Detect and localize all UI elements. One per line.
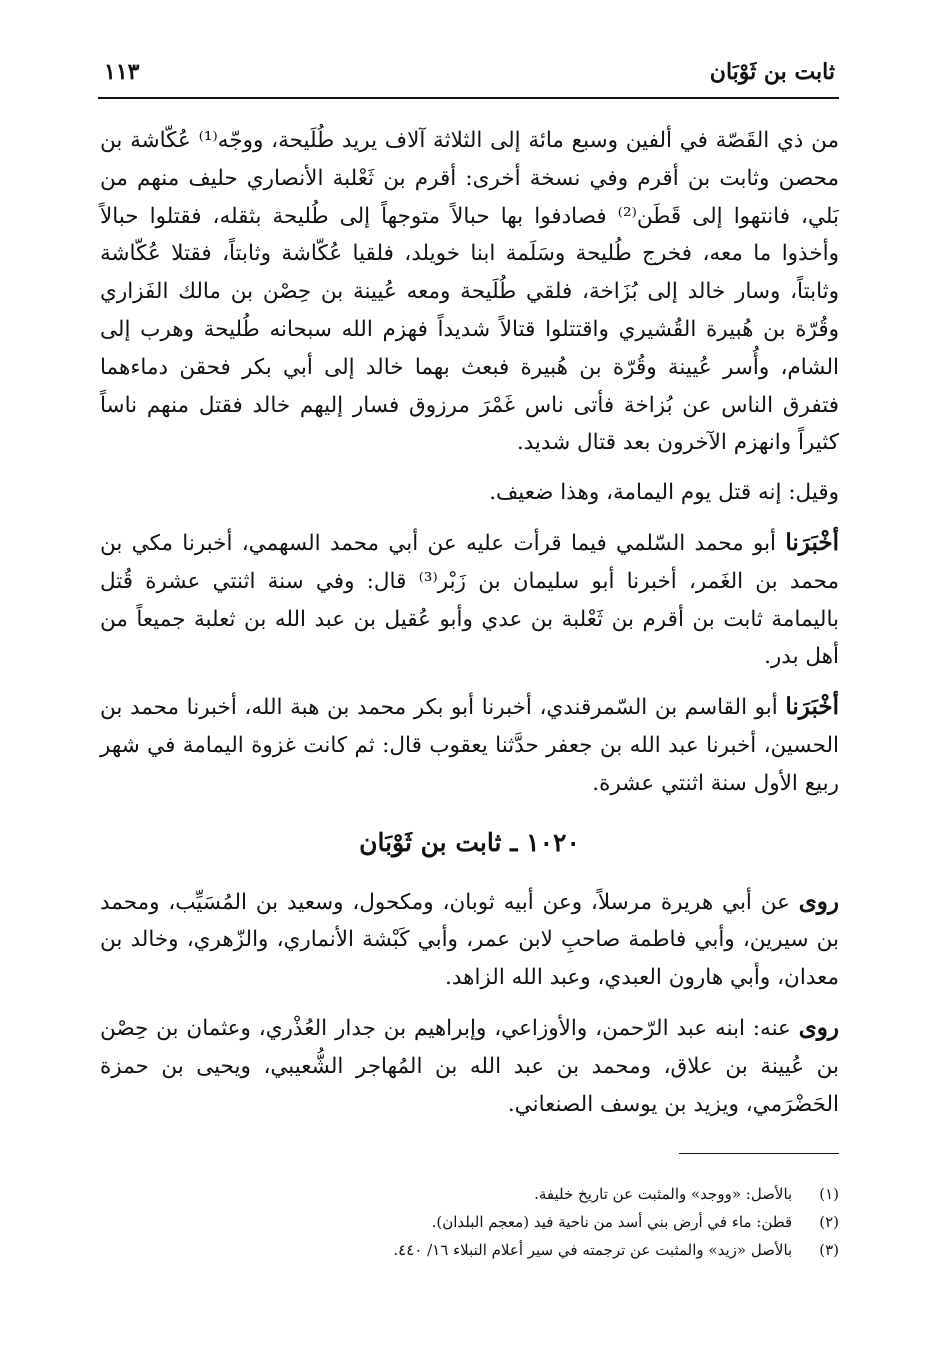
footnote-1-number: (١) xyxy=(819,1185,839,1203)
paragraph-4-lead: أخْبَرَنا xyxy=(785,693,840,721)
running-header xyxy=(98,55,839,99)
footnote-3-number: (٣) xyxy=(819,1241,839,1259)
paragraph-6-lead: روى xyxy=(798,1013,839,1041)
page-number: ١١٣ xyxy=(104,59,140,85)
paragraph-5-text: عن أبي هريرة مرسلاً، وعن أبيه ثوبان، ومكحول، وسعيد بن المُسَيِّب، ومحمد بن سيرين، وأبي فاطمة صاحبِ لابن عمر، وأبي كَبْشة الأنماري، والزّهري، وخالد بن معدان، وأبي هارون العبدي، وعبد الله الزاهد. xyxy=(100,889,839,991)
paragraph-2: وقيل: إنه قتل يوم اليمامة، وهذا ضعيف. xyxy=(489,480,839,506)
footnote-divider xyxy=(679,1153,839,1154)
footnote-1-text: بالأصل: «ووجد» والمثبت عن تاريخ خليفة. xyxy=(534,1185,793,1203)
footnote-3-text: بالأصل «زيد» والمثبت عن ترجمته في سير أعلام النبلاء ١٦/ ٤٤٠. xyxy=(393,1241,793,1259)
header-title: ثابت بن ثَوْبَان xyxy=(709,59,835,85)
footnotes xyxy=(100,1180,839,1264)
paragraph-6 xyxy=(100,1009,839,1123)
paragraph-1: من ذي القَصّة في ألفين وسبع مائة إلى الثلاثة آلاف يريد طُلَيحة، ووجّه⁽¹⁾ عُكّاشة بن محصن وثابت بن أقرم وفي نسخة أخرى: أقرم بن ثَعْلبة الأنصاري حليف منهم من بَلي، فانتهوا إلى قَطَن⁽²⁾ فصادفوا بها حبالاً متوجهاً إلى طُليحة بثقله، فقتلوا حبالاً وأخذوا ما معه، فخرج طُليحة وسَلَمة ابنا خويلد، فلقيا عُكّاشة وثابتاً، فقتلا عُكّاشة وثابتاً، وسار خالد إلى بُزَاخة، فلقي طُلَيحة ومعه عُيينة بن حِصْن بن مالك الفَزاري وقُرّة بن هُبيرة القُشيري واقتتلوا قتالاً شديداً فهزم الله سبحانه طُليحة وهرب إلى الشام، وأُسر عُيينة وقُرّة بن هُبيرة فبعث بهما خالد إلى أبي بكر فحقن دماءهما فتفرق الناس عن بُزاخة فأتى ناس غَمْرَ مرزوق فسار إليهم خالد فقتل منهم ناساً كثيراً وانهزم الآخرون بعد قتال شديد. xyxy=(100,128,839,456)
footnote-1 xyxy=(100,1180,839,1208)
paragraph-3 xyxy=(100,524,839,676)
paragraph-4-text: أبو القاسم بن السّمرقندي، أخبرنا أبو بكر محمد بن هبة الله، أخبرنا محمد بن الحسين، أخبرنا عبد الله بن جعفر حدَّثنا يعقوب قال: ثم كانت غزوة اليمامة في شهر ربيع الأول سنة اثنتي عشرة. xyxy=(100,695,839,796)
footnote-2-text: قطن: ماء في أرض بني أسد من ناحية فيد (معجم البلدان). xyxy=(431,1213,793,1231)
paragraph-5 xyxy=(100,883,839,997)
paragraph-3-lead: أخْبَرَنا xyxy=(785,528,839,556)
paragraph-6-text: عنه: ابنه عبد الرّحمن، والأوزاعي، وإبراهيم بن جدار العُذْري، وعثمان بن حِصْن بن عُيينة بن علاق، ومحمد بن عبد الله بن المُهاجر الشُّعيبي، ويحيى بن حمزة الحَضْرَمي، ويزيد بن يوسف الصنعاني. xyxy=(100,1015,839,1117)
paragraph-5-lead: روى xyxy=(798,887,839,915)
footnote-2 xyxy=(100,1208,839,1236)
paragraph-3-text: أبو محمد السّلمي فيما قرأت عليه عن أبي محمد السهمي، أخبرنا مكي بن محمد بن الغَمر، أخبرنا أبو سليمان بن زَبْر⁽³⁾ قال: وفي سنة اثنتي عشرة قُتل باليمامة ثابت بن أقرم بن ثَعْلبة بن عدي وأبو عُقيل بن عبد الله بن ثعلبة جميعاً من أهل بدر. xyxy=(100,530,839,670)
entry-heading: ١٠٢٠ ـ ثابت بن ثَوْبَان xyxy=(359,827,580,857)
paragraph-4 xyxy=(100,688,839,802)
main-text xyxy=(100,122,839,1135)
footnote-3 xyxy=(100,1236,839,1264)
footnote-2-number: (٢) xyxy=(819,1213,839,1231)
